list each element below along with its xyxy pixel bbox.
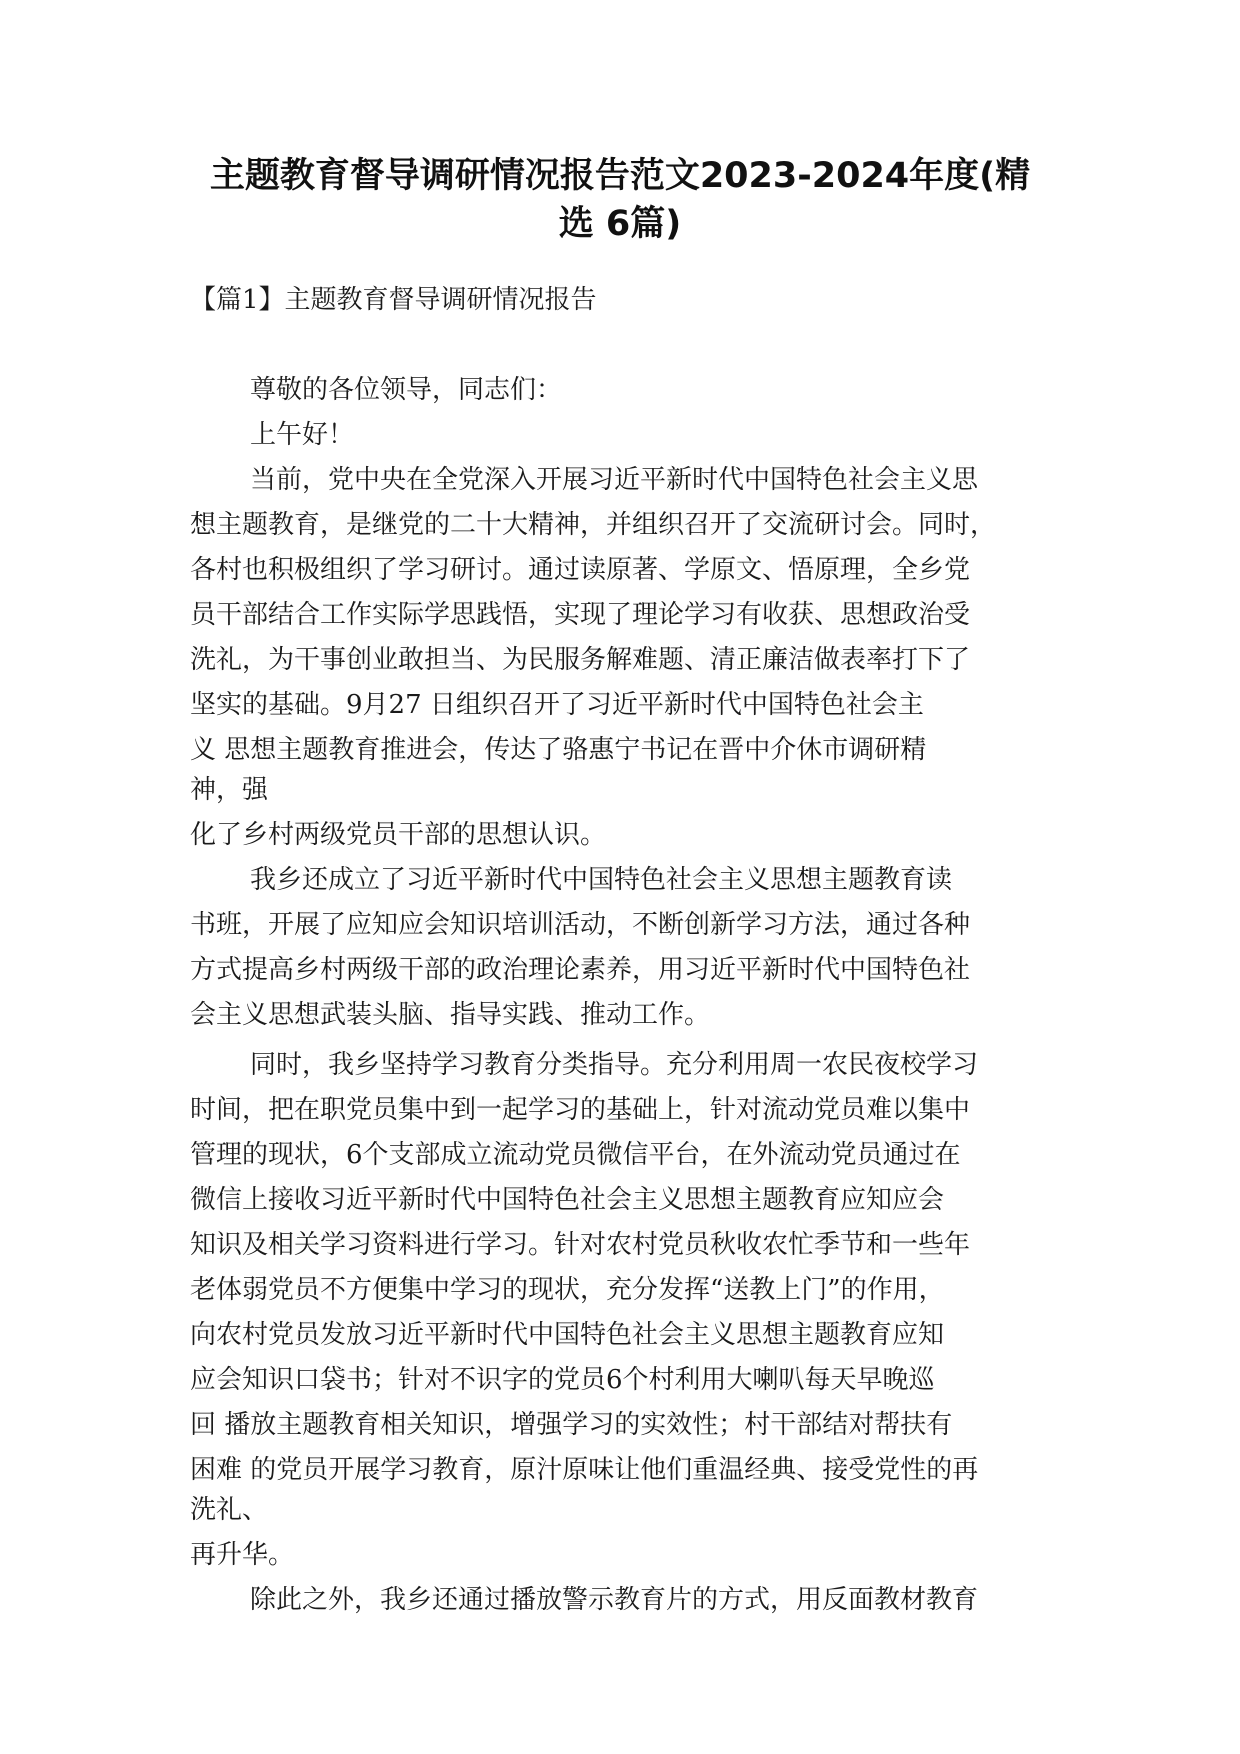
- body-line: 知识及相关学习资料进行学习。针对农村党员秋收农忙季节和一些年: [190, 1230, 971, 1260]
- body-line: 神，强: [190, 775, 269, 805]
- body-line: 应会知识口袋书；针对不识字的党员6个村利用大喇叭每天早晚巡: [190, 1365, 935, 1395]
- body-line: 微信上接收习近平新时代中国特色社会主义思想主题教育应知应会: [190, 1185, 945, 1215]
- body-line: 我乡还成立了习近平新时代中国特色社会主义思想主题教育读: [250, 865, 953, 895]
- body-line: 会主义思想武装头脑、指导实践、推动工作。: [190, 1000, 711, 1030]
- body-line: 洗礼、: [190, 1495, 269, 1525]
- body-line: 义 思想主题教育推进会，传达了骆惠宁书记在晋中介休市调研精: [190, 735, 927, 765]
- body-line: 各村也积极组织了学习研讨。通过读原著、学原文、悟原理，全乡党: [190, 555, 971, 585]
- body-line: 回 播放主题教育相关知识，增强学习的实效性；村干部结对帮扶有: [190, 1410, 953, 1440]
- body-line: 化了乡村两级党员干部的思想认识。: [190, 820, 607, 850]
- body-line: 向农村党员发放习近平新时代中国特色社会主义思想主题教育应知: [190, 1320, 945, 1350]
- body-line: 洗礼，为干事创业敢担当、为民服务解难题、清正廉洁做表率打下了: [190, 645, 971, 675]
- body-line: 员干部结合工作实际学思践悟，实现了理论学习有收获、思想政治受: [190, 600, 971, 630]
- body-line: 老体弱党员不方便集中学习的现状，充分发挥“送教上门”的作用，: [190, 1275, 945, 1305]
- body-line: 方式提高乡村两级干部的政治理论素养，用习近平新时代中国特色社: [190, 955, 971, 985]
- body-line: 上午好！: [250, 420, 355, 450]
- body-line: 困难 的党员开展学习教育，原汁原味让他们重温经典、接受党性的再: [190, 1455, 979, 1485]
- body-line: 管理的现状，6个支部成立流动党员微信平台，在外流动党员通过在: [190, 1140, 961, 1170]
- document-title: [200, 152, 1040, 248]
- title-line-1: 主题教育督导调研情况报告范文2023-2024年度(精: [209, 156, 1031, 196]
- body-line: 书班，开展了应知应会知识培训活动，不断创新学习方法，通过各种: [190, 910, 971, 940]
- body-line: 时间，把在职党员集中到一起学习的基础上，针对流动党员难以集中: [190, 1095, 971, 1125]
- body-line: 想主题教育，是继党的二十大精神，并组织召开了交流研讨会。同时，: [190, 510, 997, 540]
- body-line: 再升华。: [190, 1540, 295, 1570]
- body-line: 坚实的基础。9月27 日组织召开了习近平新时代中国特色社会主: [190, 690, 924, 720]
- body-line: 同时，我乡坚持学习教育分类指导。充分利用周一农民夜校学习: [250, 1050, 979, 1080]
- section-heading: 【篇1】主题教育督导调研情况报告: [190, 285, 597, 315]
- body-line: 除此之外，我乡还通过播放警示教育片的方式，用反面教材教育: [250, 1585, 979, 1615]
- body-line: 尊敬的各位领导，同志们：: [250, 375, 563, 405]
- title-line-2: 选 6篇): [558, 204, 682, 244]
- body-line: 当前，党中央在全党深入开展习近平新时代中国特色社会主义思: [250, 465, 979, 495]
